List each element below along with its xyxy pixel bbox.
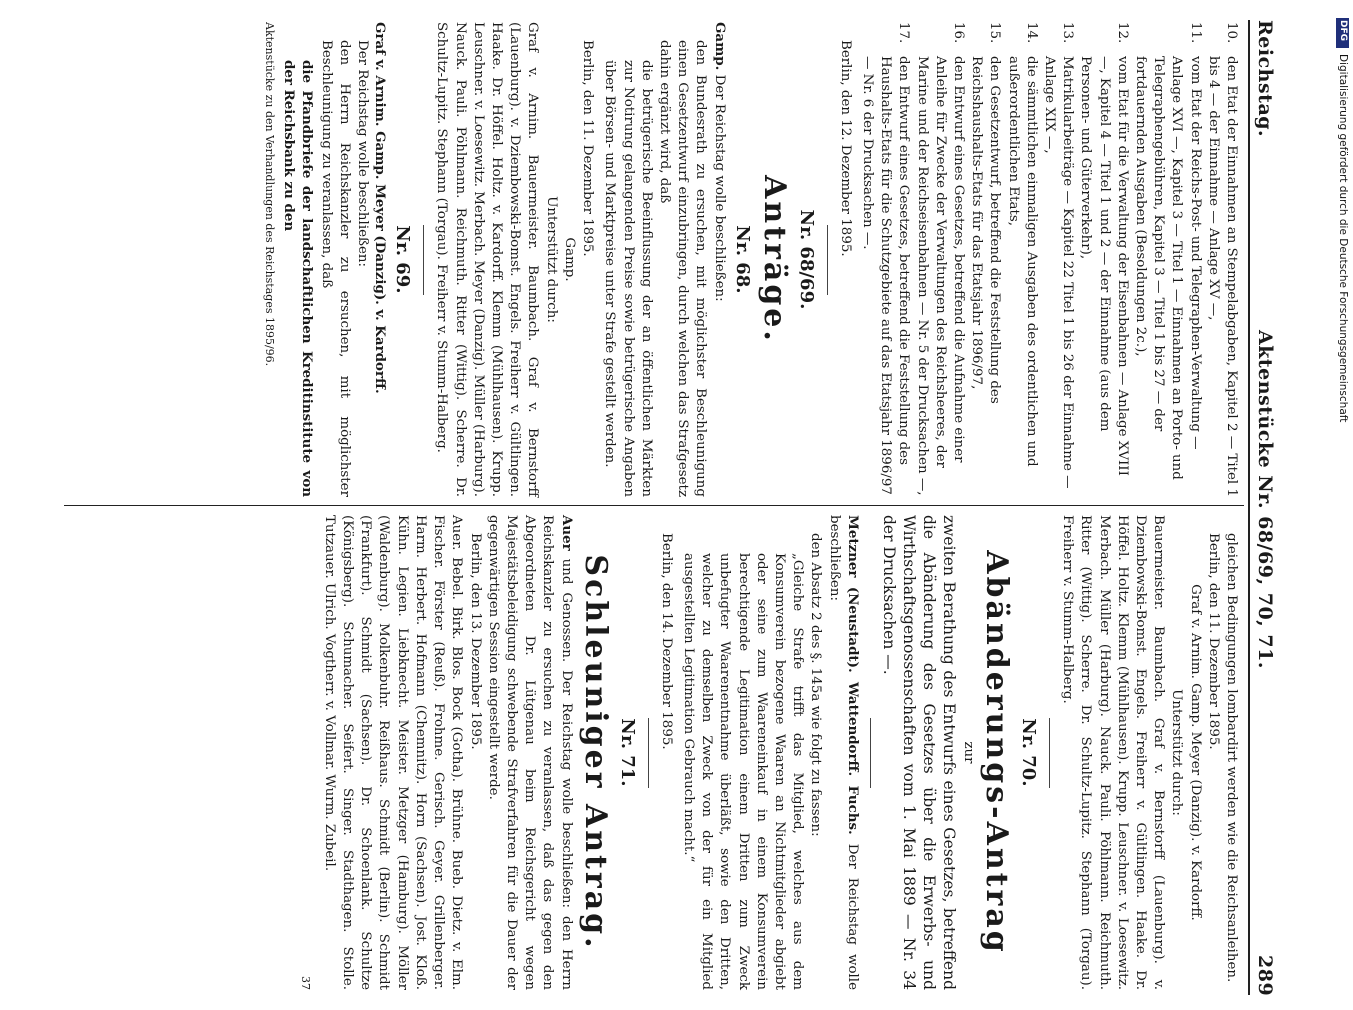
right-column <box>295 515 1240 990</box>
credit-text: Digitalisierung gefördert durch die Deutsche Forschungsgemeinschaft <box>1337 54 1349 423</box>
section-number: Nr. 68/69. <box>795 209 817 310</box>
digitization-credit <box>1336 18 1350 998</box>
motion-69-text-cont: die Pfandbriefe der landschaftlichen Kreditinstitute von der Reichsbank zu den <box>281 60 316 497</box>
list-item: 15. den Gesetzentwurf, betreffend die Feststellung des Reichshaushalts-Etats für das Etatsjahr 1896/97, <box>969 22 1003 404</box>
motion-68-text: den Bundesrath zu ersuchen, mit möglichster Beschleunigung einen Gesetzentwurf einzubringen, durch welchen das Strafgesetz dahin ergänzt wird, daß <box>656 40 709 497</box>
motion-70-text: den Absatz 2 des §. 145a wie folgt zu fassen: <box>808 533 824 837</box>
motion-70-subject: zweiten Berathung des Entwurfs eines Gesetzes, betreffend die Abänderung des Gesetzes über die Erwerbs- und Wirthschaftsgenossenschaften vom 1. Mai 1889 — Nr. 34 der Drucksachen —. <box>879 515 958 990</box>
header-rule <box>1248 20 1250 995</box>
motion-number-70: Nr. 70. <box>1017 718 1039 787</box>
motion-69-lead: Der Reichstag wolle beschließen: <box>355 40 371 268</box>
date-line: Berlin, den 12. Dezember 1895. <box>837 40 853 257</box>
running-header-title: Aktenstücke Nr. 68/69, 70, 71. <box>1254 330 1276 669</box>
motion-70-title: Abänderungs-Antrag <box>978 550 1014 955</box>
date-line: Berlin, den 13. Dezember 1895. <box>467 533 483 750</box>
list-item: 13. Matrikularbeiträge — Kapitel 22 Titel 1 bis 26 der Einnahme — Anlage XIX —, <box>1041 22 1076 489</box>
signature: Gamp. <box>561 237 577 282</box>
motion-71-text: Auer und Genossen. Der Reichstag wolle beschließen: den Herrn Reichskanzler zu ersuchen zu veranlassen, daß das gegen den Abgeordneten Dr. Lütgenau beim Reichsgericht wegen Majestätsbeleidigung schwebende Strafverfahren für die Dauer der gegenwärtigen Session eingestellt werde. <box>485 515 575 990</box>
supporters-list: Graf v. Arnim. Bauermeister. Baumbach. Graf v. Bernstorff (Lauenburg). v. Dziembowski-Bomst. Engels. Freiherr v. Gültlingen. Haake. Dr. Höffel. Holtz. v. Kardorff. Klemm (Mühlhausen). Krupp. Leuschner. v. Loesewitz. Merbach. Meyer (Danzig). Müller (Harburg). Nauck. Pauli. Pöhlmann. Reichmuth. Ritter (Wittig). Scherre. Dr. Schultz-Lupitz. Stephann (Torgau). Freiherr v. Stumm-Halberg. <box>434 22 541 497</box>
motion-number-69: Nr. 69. <box>392 225 414 294</box>
motion-number-68: Nr. 68. <box>731 225 753 294</box>
supporters-list: Bauermeister. Baumbach. Graf v. Bernstorff (Lauenburg). v. Dziembowski-Bomst. Engels. Freiherr v. Gültlingen. Haake. Dr. Höffel. Holtz. Klemm (Mühlhausen). Krupp. Leuschner. v. Loesewitz. Merbach. Müller (Harburg). Nauck. Pauli. Pöhlmann. Reichmuth. Ritter (Wittig). Scherre. Dr. Schultz-Lupitz. Stephann (Torgau). Freiherr v. Stumm-Halberg. <box>1060 515 1167 990</box>
section-title: Anträge. <box>756 175 792 344</box>
page-number: 289 <box>1254 955 1276 997</box>
motion-71-title: Schleuniger Antrag. <box>577 554 613 951</box>
list-item: 11. vom Etat der Reichs-Post- und Telegraphen-Verwaltung — Anlage XVI —, Kapitel 3 — Titel 1 — Einnahmen an Porto- und Telegraphengebühren, Kapitel 3 — Titel 1 bis 27 — der fortdauernden Ausgaben (Besoldungen 2c.), <box>1132 22 1203 480</box>
signature: Graf v. Arnim. Gamp. Meyer (Danzig). v. Kardorff. <box>1187 584 1203 921</box>
separator <box>1049 718 1050 788</box>
motion-69-authors: Graf v. Arnim. Gamp. Meyer (Danzig). v. Kardorff. <box>372 22 389 394</box>
separator <box>870 718 871 788</box>
separator <box>827 225 828 295</box>
motion-number-71: Nr. 71. <box>616 718 638 787</box>
page-footer: Aktenstücke zu den Verhandlungen des Reichstages 1895/96. <box>263 22 277 367</box>
column-rule <box>64 505 1244 506</box>
separator <box>423 225 424 295</box>
date-line: Berlin, den 14. Dezember 1895. <box>658 533 674 750</box>
list-item: 12. vom Etat für die Verwaltung der Eisenbahnen — Anlage XVIII —, Kapitel 4 — Titel 1 und 2 — der Einnahme (aus dem Personen- und Güterverkehr), <box>1078 22 1130 476</box>
running-header-left: Reichstag. <box>1254 20 1276 138</box>
left-column <box>260 22 1240 497</box>
motion-68-lead: Gamp. Der Reichstag wolle beschließen: <box>711 22 728 302</box>
rotated-page-content <box>0 10 1290 1010</box>
list-item: 16. den Entwurf eines Gesetzes, betreffend die Aufnahme einer Anleihe für Zwecke der Verwaltungen des Reichsheeres, der Marine und der Reichseisenbahnen — Nr. 5 der Drucksachen —, <box>914 22 966 496</box>
motion-69-text: den Herrn Reichskanzler zu ersuchen, mit möglichster Beschleunigung zu veranlassen, daß <box>318 40 352 497</box>
continued-text: gleichen Bedingungen lombardirt werden wie die Reichsanleihen. <box>1224 533 1239 983</box>
dfg-logo: DFG <box>1336 18 1349 48</box>
list-item: 17. den Entwurf eines Gesetzes, betreffend die Feststellung des Haushalts-Etats für die Schutzgebiete auf das Etatsjahr 1896/97 — Nr. 6 der Drucksachen —. <box>859 22 912 495</box>
supporters-list: Auer. Bebel. Birk. Blos. Bock (Gotha). Brühne. Bueb. Dietz. v. Elm. Fischer. Förster (Reuß). Frohme. Gerisch. Geyer. Grillenberger. Harm. Herbert. Hofmann (Chemnitz). Horn (Sachsen). Jost. Kloß. Kühn. Legien. Liebknecht. Meister. Metzger (Hamburg). Möller (Waldenburg). Molkenbuhr. Reißhaus. Schmidt (Berlin). Schmidt (Frankfurt). Schmidt (Sachsen). Dr. Schoenlank. Schultze (Königsberg). Schumacher. Seifert. Singer. Stadthagen. Stolle. Tutzauer. Ulrich. Vogtherr. v. Vollmar. Wurm. Zubeil. <box>321 515 465 990</box>
support-label: Unterstützt durch: <box>543 196 559 323</box>
separator <box>648 718 649 788</box>
support-label: Unterstützt durch: <box>1169 689 1185 816</box>
motion-70-zur: zur <box>960 741 976 764</box>
motion-70-lead: Metzner (Neustadt). Wattendorff. Fuchs. Der Reichstag wolle beschließen: <box>826 515 861 990</box>
date-line: Berlin, den 11. Dezember 1895. <box>580 40 596 257</box>
date-line: Berlin, den 11. Dezember 1895. <box>1205 533 1221 750</box>
signature-mark: 37 <box>298 976 312 990</box>
list-item: 10. den Etat der Einnahmen an Stempelabgaben, Kapitel 2 — Titel 1 bis 4 — der Einnahme — Anlage XV —, <box>1205 22 1239 497</box>
motion-68-text-cont: die betrügerische Beeinflussung der an öffentlichen Märkten zur Notirung gelangenden Preise sowie betrügerische Angaben über Börsen- und Marktpreise unter Strafe gestellt werden. <box>602 60 654 497</box>
motion-70-quote: „Gleiche Strafe trifft das Mitglied, welches aus dem Konsumverein bezogene Waaren an Nichtmitglieder abgiebt oder seine zum Waareneinkauf in einem Konsumverein berechtigende Legitimation einem Dritten zum Zweck unbefugter Waarenentnahme überläßt, sowie den Dritten, welcher zu demselben Zweck von der für ein Mitglied ausgestellten Legitimation Gebrauch macht.“ <box>680 553 806 990</box>
list-item: 14. die sämmtlichen einmaligen Ausgaben des ordentlichen und außerordentlichen Etats, <box>1005 22 1039 467</box>
